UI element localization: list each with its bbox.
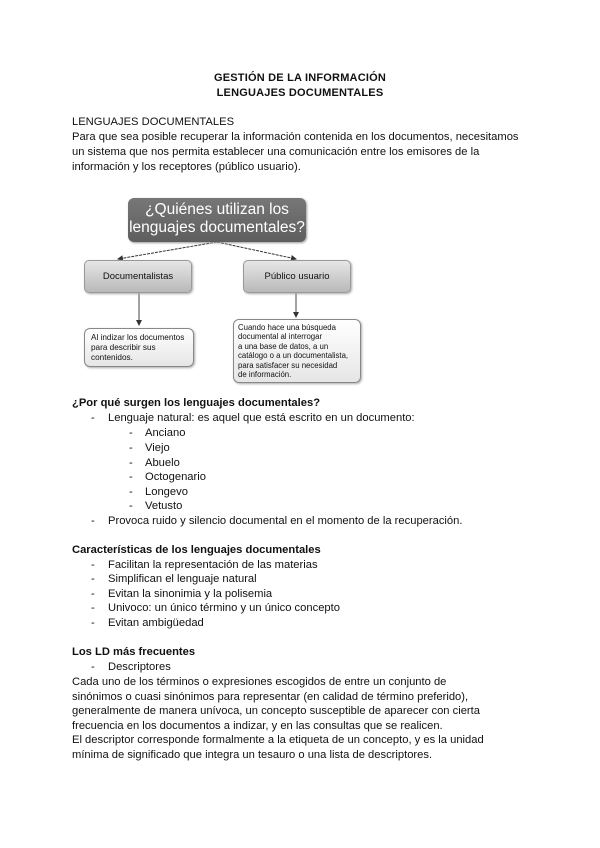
bullet-dash: - bbox=[129, 442, 133, 454]
publico-usuario-box: Público usuario bbox=[243, 260, 351, 293]
sub-list-item: Abuelo bbox=[145, 457, 180, 469]
bullet-dash: - bbox=[91, 602, 95, 614]
bullet-dash: - bbox=[91, 412, 95, 424]
left-note-box bbox=[84, 328, 194, 367]
list-item: Provoca ruido y silencio documental en el momento de la recuperación. bbox=[108, 515, 463, 527]
sub-list-item: Octogenario bbox=[145, 471, 206, 483]
concept-diagram bbox=[78, 192, 368, 388]
note-line: para satisfacer su necesidad bbox=[238, 360, 338, 370]
section-heading: Características de los lenguajes documentales bbox=[72, 544, 321, 556]
bullet-dash: - bbox=[91, 515, 95, 527]
intro-line: un sistema que nos permita establecer una comunicación entre los emisores de la bbox=[72, 146, 480, 158]
documentalistas-box: Documentalistas bbox=[84, 260, 192, 293]
note-line: documental al interrogar bbox=[238, 332, 323, 342]
bullet-dash: - bbox=[129, 457, 133, 469]
body-line: generalmente de manera unívoca, un concepto susceptible de aparecer con cierta bbox=[72, 705, 480, 717]
sub-list-item: Vetusto bbox=[145, 500, 183, 512]
sub-list-item: Anciano bbox=[145, 427, 186, 439]
title-line-2: LENGUAJES DOCUMENTALES bbox=[216, 87, 384, 99]
bullet-dash: - bbox=[129, 427, 133, 439]
bullet-dash: - bbox=[91, 573, 95, 585]
body-line: mínima de significado que integra un tesauro o una lista de descriptores. bbox=[72, 749, 433, 761]
bullet-dash: - bbox=[91, 588, 95, 600]
sub-list-item: Viejo bbox=[145, 442, 170, 454]
note-line: catálogo o a un documentalista, bbox=[238, 351, 349, 361]
main-question-line: lenguajes documentales? bbox=[129, 219, 305, 236]
bullet-dash: - bbox=[129, 500, 133, 512]
list-item: Simplifican el lenguaje natural bbox=[108, 573, 257, 585]
main-question-box bbox=[128, 198, 306, 242]
intro-line: Para que sea posible recuperar la información contenida en los documentos, necesitamos bbox=[72, 131, 519, 143]
list-item: Evitan ambigüedad bbox=[108, 617, 204, 629]
note-line: a una base de datos, a un bbox=[238, 341, 329, 351]
bullet-dash: - bbox=[129, 486, 133, 498]
list-item: Lenguaje natural: es aquel que está escrito en un documento: bbox=[108, 412, 415, 424]
bullet-dash: - bbox=[91, 661, 95, 673]
right-note-box bbox=[233, 319, 361, 383]
list-item: Evitan la sinonimia y la polisemia bbox=[108, 588, 273, 600]
note-line: contenidos. bbox=[91, 353, 133, 362]
intro-heading: LENGUAJES DOCUMENTALES bbox=[72, 116, 235, 128]
intro-line: información y los receptores (público usuario). bbox=[72, 161, 301, 173]
body-line: Cada uno de los términos o expresiones escogidos de entre un conjunto de bbox=[72, 676, 447, 688]
section-heading: ¿Por qué surgen los lenguajes documentales? bbox=[72, 397, 321, 409]
body-line: frecuencia en los documentos a indizar, y en las consultas que se realicen. bbox=[72, 720, 443, 732]
note-line: para describir sus bbox=[91, 343, 156, 352]
list-item: Facilitan la representación de las materias bbox=[108, 559, 318, 571]
bullet-dash: - bbox=[129, 471, 133, 483]
note-line: Cuando hace una búsqueda bbox=[238, 323, 336, 332]
title-line-1: GESTIÓN DE LA INFORMACIÓN bbox=[213, 72, 387, 84]
sub-list-item: Longevo bbox=[145, 486, 188, 498]
bullet-dash: - bbox=[91, 559, 95, 571]
bullet-dash: - bbox=[91, 617, 95, 629]
body-line: El descriptor corresponde formalmente a la etiqueta de un concepto, y es la unidad bbox=[72, 734, 484, 746]
body-line: sinónimos o cuasi sinónimos para representar (en calidad de término preferido), bbox=[72, 691, 469, 703]
note-line: de información. bbox=[238, 370, 292, 380]
list-item: Descriptores bbox=[108, 661, 171, 673]
main-question-line: ¿Quiénes utilizan los bbox=[145, 201, 289, 218]
section-heading: Los LD más frecuentes bbox=[72, 646, 196, 658]
note-line: Al indizar los documentos bbox=[91, 333, 185, 342]
list-item: Univoco: un único término y un único concepto bbox=[108, 602, 340, 614]
